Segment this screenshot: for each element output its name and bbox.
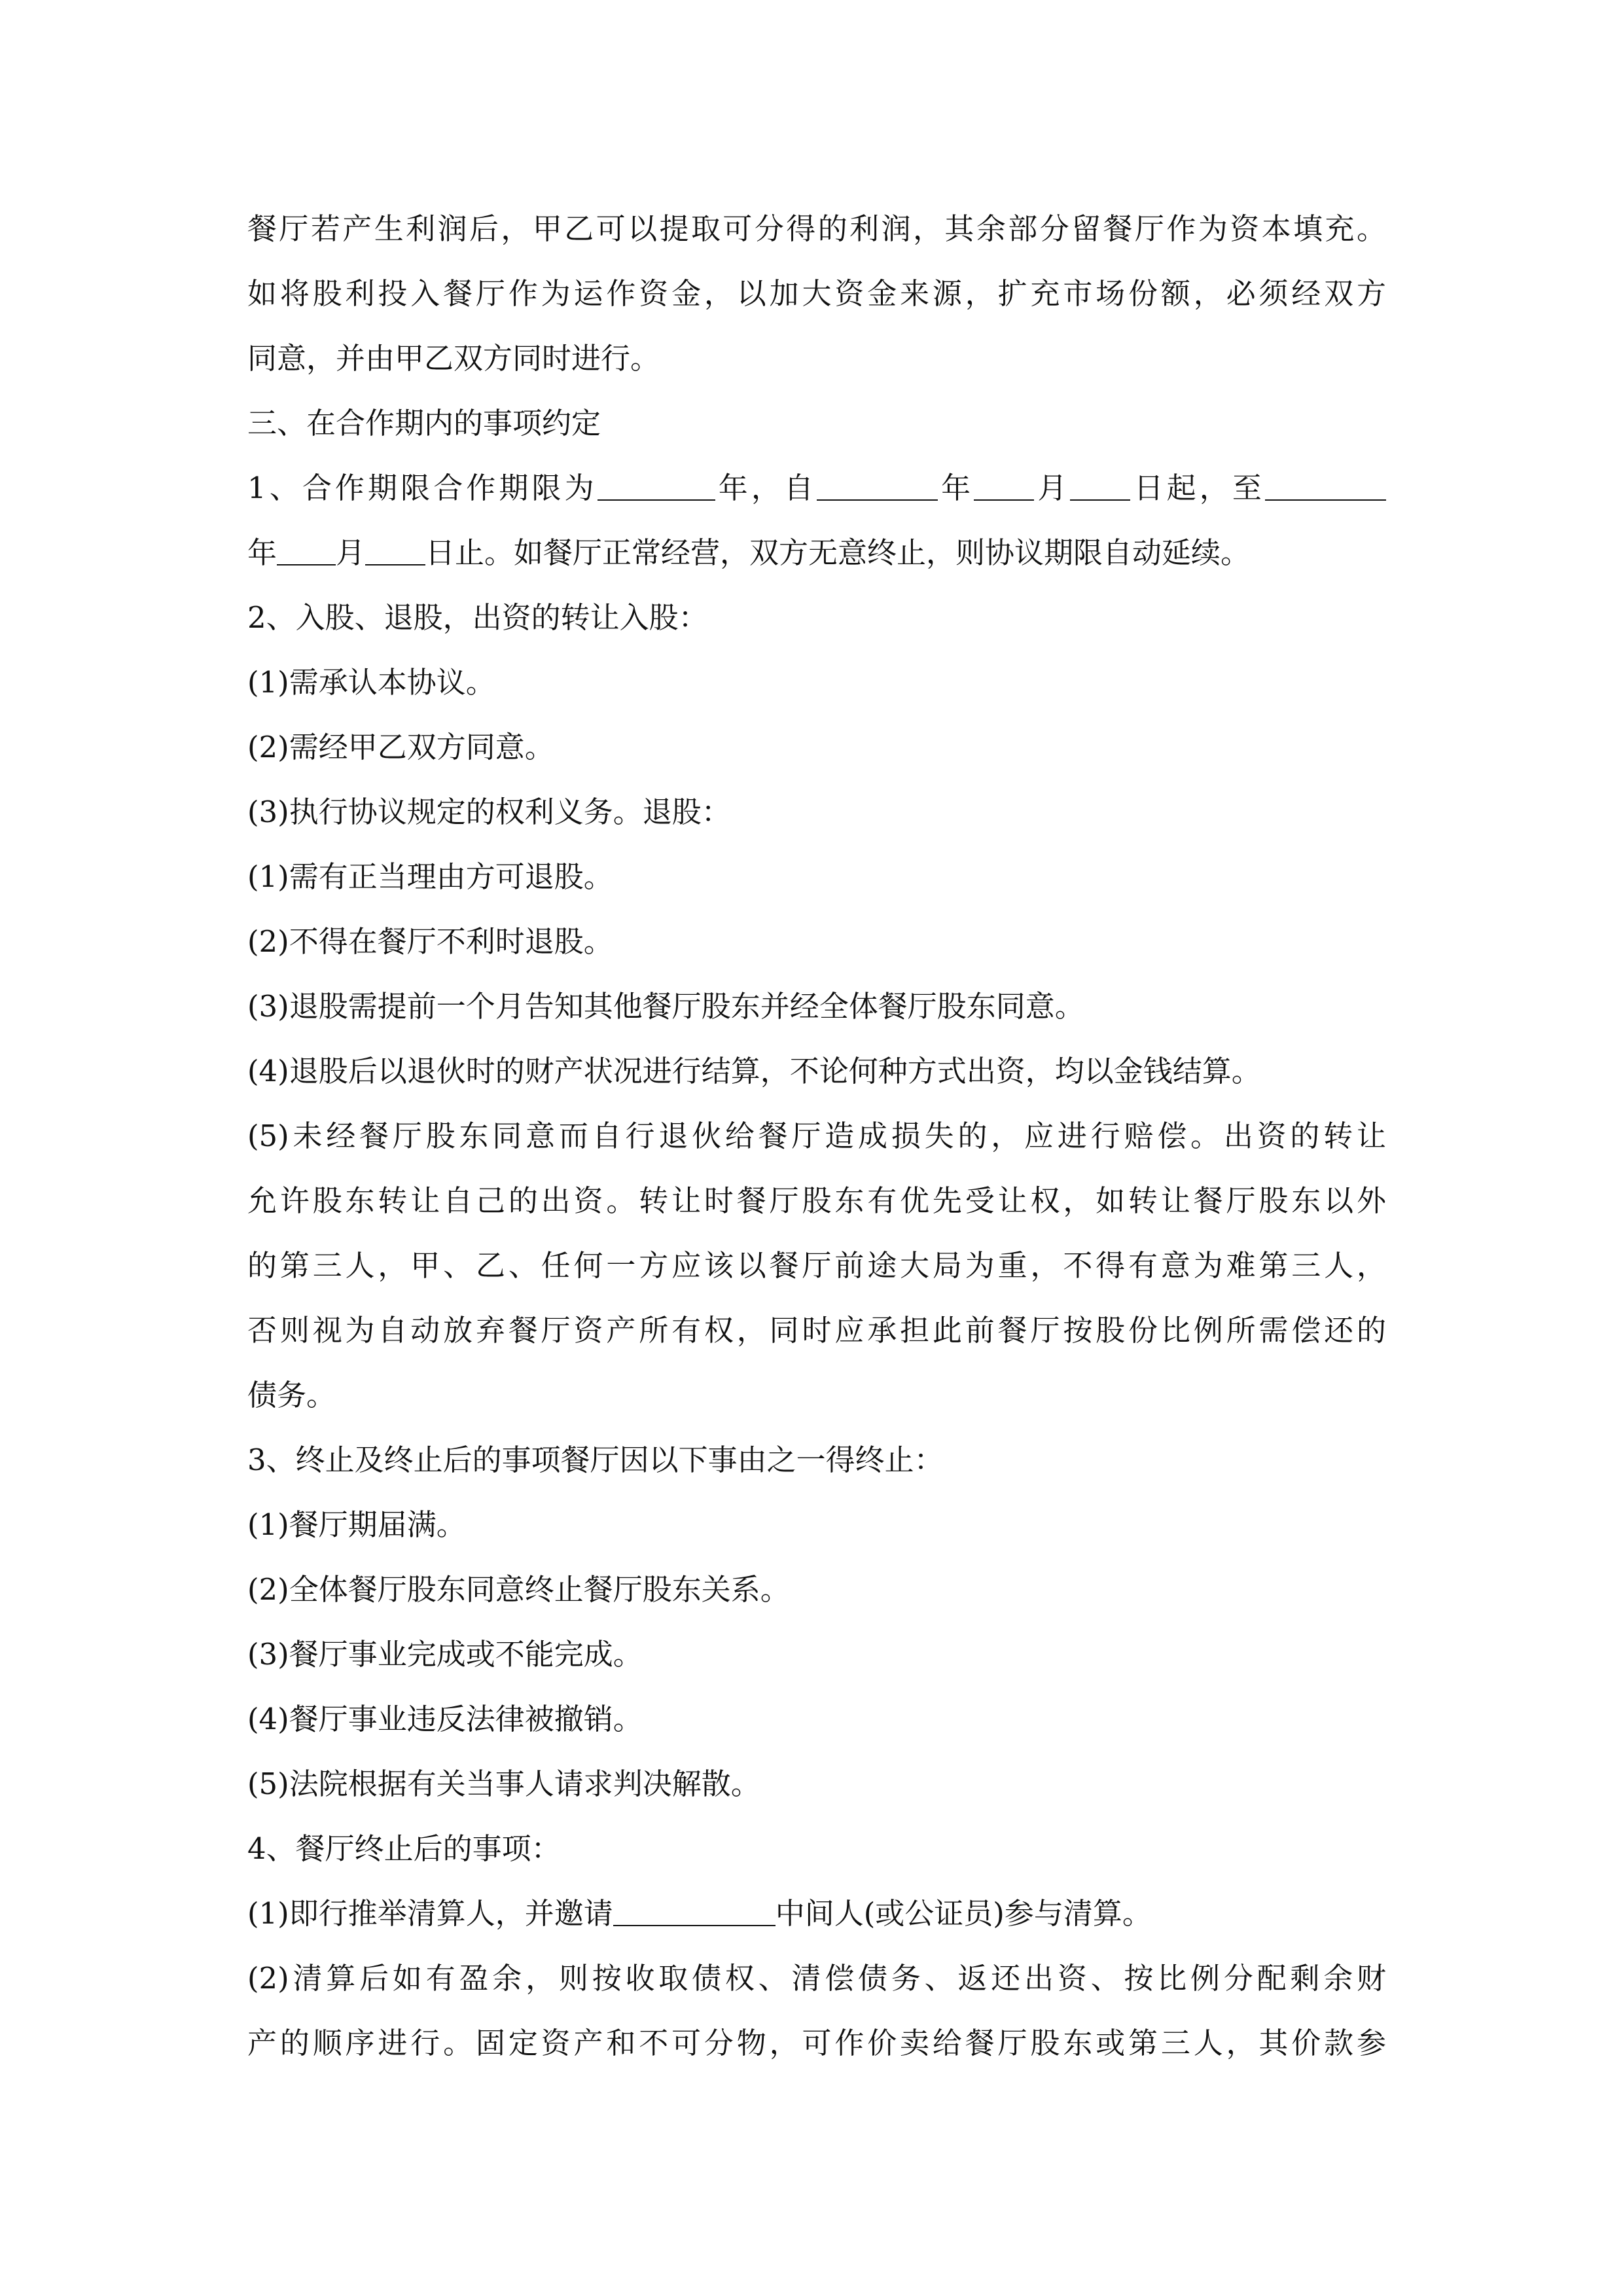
list-item: (3)餐厅事业完成或不能完成。 <box>247 1637 643 1672</box>
paragraph-line: 否则视为自动放弃餐厅资产所有权，同时应承担此前餐厅按股份比例所需偿还的 <box>247 1313 1386 1348</box>
term-text: (1)即行推举清算人，并邀请 <box>247 1896 613 1931</box>
term-text: 1、合作期限合作期限为 <box>247 471 597 505</box>
term-text: 年，自 <box>715 471 817 505</box>
blank-field-end-day[interactable] <box>365 539 425 565</box>
term-line <box>247 456 1386 520</box>
list-item: (4)餐厅事业违反法律被撤销。 <box>247 1702 643 1736</box>
term-text: 月 <box>1034 471 1071 505</box>
list-item <box>247 1881 1386 1946</box>
term-text: 年 <box>938 471 974 505</box>
list-item: (1)餐厅期届满。 <box>247 1507 466 1542</box>
blank-field-years[interactable] <box>597 475 715 501</box>
paragraph-line: 如将股利投入餐厅作为运作资金，以加大资金来源，扩充市场份额，必须经双方 <box>247 276 1386 311</box>
blank-field-start-month[interactable] <box>974 475 1034 501</box>
blank-field-start-year[interactable] <box>817 475 938 501</box>
document-body <box>247 196 1386 2075</box>
blank-field-intermediary[interactable] <box>613 1900 776 1926</box>
list-item: (2)需经甲乙双方同意。 <box>247 730 554 764</box>
list-item: (2)不得在餐厅不利时退股。 <box>247 924 613 959</box>
term-text: 年 <box>247 535 277 570</box>
list-item: (3)退股需提前一个月告知其他餐厅股东并经全体餐厅股东同意。 <box>247 989 1084 1024</box>
term-text: 日起，至 <box>1130 471 1265 505</box>
list-item: (3)执行协议规定的权利义务。退股： <box>247 795 731 829</box>
section-heading: 三、在合作期内的事项约定 <box>247 406 601 440</box>
term-line <box>247 520 1386 585</box>
list-item: (1)需有正当理由方可退股。 <box>247 859 613 894</box>
term-text: 中间人(或公证员)参与清算。 <box>775 1896 1152 1931</box>
list-item: (5)法院根据有关当事人请求判决解散。 <box>247 1767 760 1801</box>
paragraph-line: 产的顺序进行。固定资产和不可分物，可作价卖给餐厅股东或第三人，其价款参 <box>247 2026 1386 2060</box>
paragraph-line: 同意，并由甲乙双方同时进行。 <box>247 341 660 376</box>
paragraph-line: 的第三人，甲、乙、任何一方应该以餐厅前途大局为重，不得有意为难第三人， <box>247 1248 1386 1283</box>
list-item: (2)清算后如有盈余，则按收取债权、清偿债务、返还出资、按比例分配剩余财 <box>247 1961 1386 1996</box>
paragraph-line: 餐厅若产生利润后，甲乙可以提取可分得的利润，其余部分留餐厅作为资本填充。 <box>247 211 1386 246</box>
blank-field-start-day[interactable] <box>1070 475 1130 501</box>
paragraph-line: 债务。 <box>247 1378 336 1412</box>
blank-field-end-year[interactable] <box>1265 475 1386 501</box>
term-text: 日止。如餐厅正常经营，双方无意终止，则协议期限自动延续。 <box>425 535 1251 570</box>
paragraph-line: 3、终止及终止后的事项餐厅因以下事由之一得终止： <box>247 1443 944 1477</box>
list-item: (4)退股后以退伙时的财产状况进行结算，不论何种方式出资，均以金钱结算。 <box>247 1054 1261 1088</box>
blank-field-end-month[interactable] <box>277 539 336 565</box>
paragraph-line: 允许股东转让自己的出资。转让时餐厅股东有优先受让权，如转让餐厅股东以外 <box>247 1183 1386 1218</box>
list-item: (5)未经餐厅股东同意而自行退伙给餐厅造成损失的，应进行赔偿。出资的转让 <box>247 1119 1386 1153</box>
paragraph-line: 2、入股、退股，出资的转让入股： <box>247 600 708 635</box>
list-item: (1)需承认本协议。 <box>247 665 495 700</box>
paragraph-line: 4、餐厅终止后的事项： <box>247 1831 561 1866</box>
term-text: 月 <box>336 535 366 570</box>
list-item: (2)全体餐厅股东同意终止餐厅股东关系。 <box>247 1572 790 1607</box>
